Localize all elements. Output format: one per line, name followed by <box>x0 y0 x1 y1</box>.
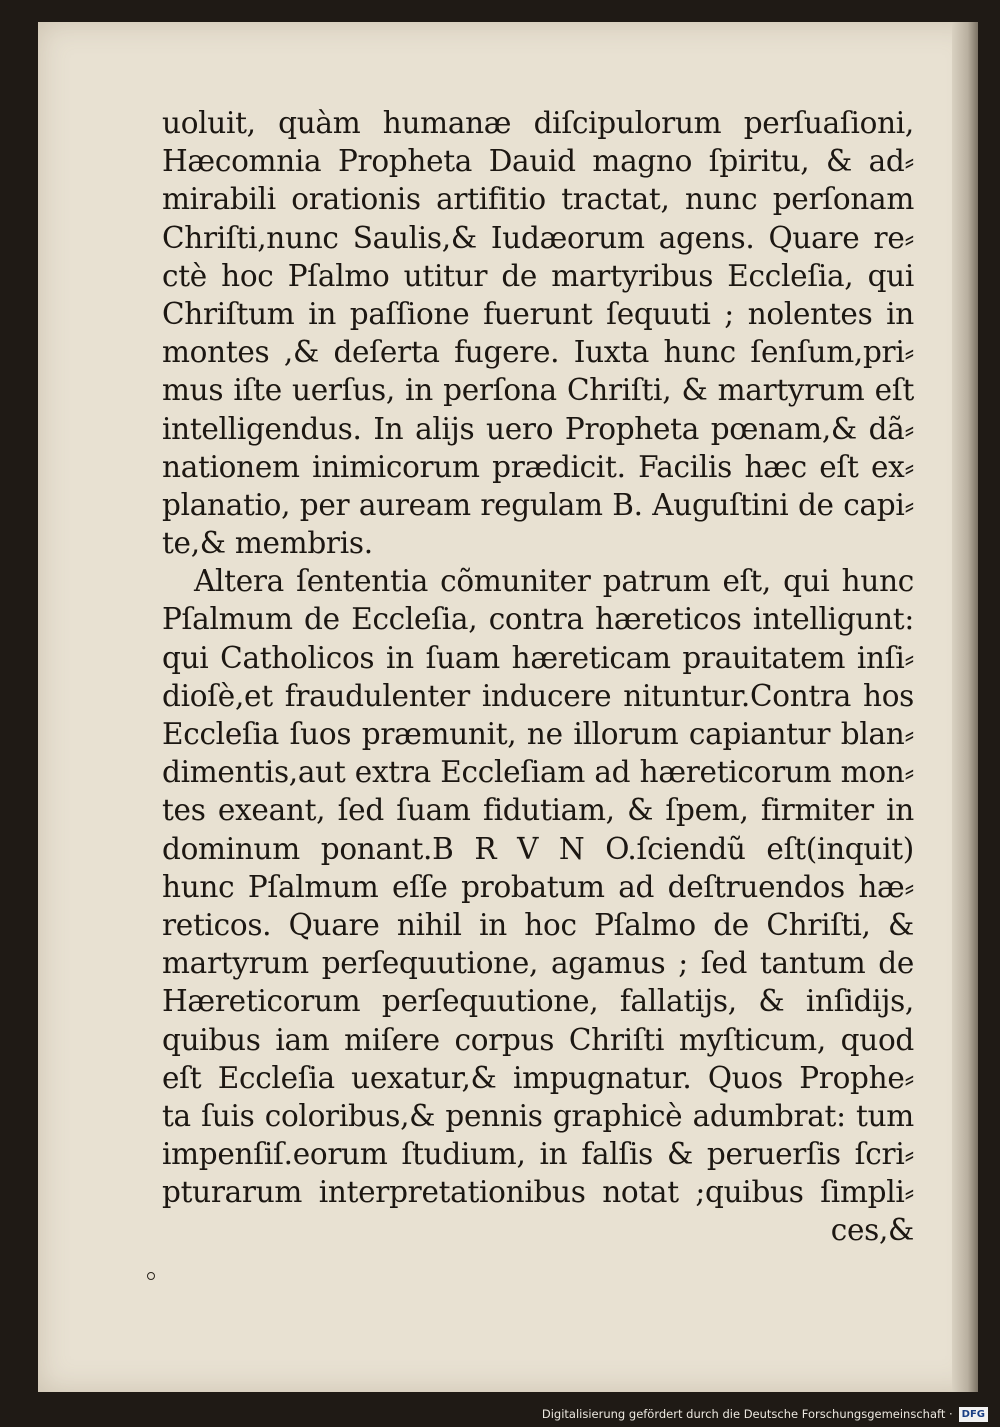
credit-text: Digitalisierung gefördert durch die Deutsche Forschungsgemeinschaft · <box>541 1407 953 1421</box>
text-line: montes ,& deſerta fugere. Iuxta hunc ſenſum,pri⸗ <box>162 335 914 370</box>
text-line: pturarum interpretationibus notat ;quibus ſimpli⸗ <box>162 1175 914 1210</box>
text-line: uoluit, quàm humanæ diſcipulorum perſuaſioni, <box>162 106 914 140</box>
text-line: te,& membris. <box>162 526 373 561</box>
text-line: hunc Pſalmum eſſe probatum ad deſtruendos hæ⸗ <box>162 869 914 904</box>
text-line: tes exeant, ſed ſuam fidutiam, & ſpem, firmiter in <box>162 793 914 828</box>
dfg-logo: DFG <box>959 1407 988 1422</box>
text-line: mus iſte uerſus, in perſona Chriſti, & martyrum eſt <box>162 373 914 408</box>
text-line: qui Catholicos in ſuam hæreticam prauitatem inſi⸗ <box>162 640 914 675</box>
text-line: intelligendus. In alijs uero Propheta pœnam,& dã⸗ <box>162 411 914 446</box>
text-line: dimentis,aut extra Eccleſiam ad hæreticorum mon⸗ <box>162 755 914 790</box>
text-line: Hæcomnia Propheta Dauid magno ſpiritu, & ad⸗ <box>162 144 914 179</box>
page-mark <box>147 1272 155 1280</box>
text-line: impenſiſ.eorum ſtudium, in falſis & peruerſis ſcri⸗ <box>162 1137 914 1172</box>
text-line: Chriſti,nunc Saulis,& Iudæorum agens. Quare re⸗ <box>162 220 914 255</box>
text-line: Hæreticorum perſequutione, fallatijs, & inſidijs, <box>162 984 914 1019</box>
text-line: mirabili orationis artifitio tractat, nunc perſonam <box>162 182 914 217</box>
text-line: quibus iam miſere corpus Chriſti myſticum, quod <box>162 1022 914 1057</box>
text-line: dominum ponant.B R V N O.ſciendũ eſt(inquit) <box>162 831 914 866</box>
text-line: nationem inimicorum prædicit. Facilis hæc eſt ex⸗ <box>162 449 914 484</box>
text-line: ctè hoc Pſalmo utitur de martyribus Eccleſia, qui <box>162 258 914 293</box>
text-line: martyrum perſequutione, agamus ; ſed tantum de <box>162 946 914 981</box>
body-text <box>162 104 914 1250</box>
text-line: Eccleſia ſuos præmunit, ne illorum capiantur blan⸗ <box>162 717 914 751</box>
text-line: dioſè,et fraudulenter inducere nituntur.Contra hos <box>162 678 914 713</box>
text-line: eſt Eccleſia uexatur,& impugnatur. Quos Prophe⸗ <box>162 1060 914 1095</box>
text-line: ta ſuis coloribus,& pennis graphicè adumbrat: tum <box>162 1098 914 1133</box>
text-line: Pſalmum de Eccleſia, contra hæreticos intelligunt: <box>162 602 914 637</box>
text-line: planatio, per auream regulam B. Auguſtini de capi⸗ <box>162 487 914 522</box>
page-edge <box>952 22 978 1392</box>
text-line: reticos. Quare nihil in hoc Pſalmo de Chriſti, & <box>162 907 914 942</box>
text-line: Chriſtum in paſſione fuerunt ſequuti ; nolentes in <box>162 296 914 331</box>
catchword: ces,& <box>830 1213 914 1248</box>
digitization-footer <box>542 1404 988 1424</box>
text-line: Altera ſententia cõmuniter patrum eſt, qui hunc <box>194 564 914 599</box>
